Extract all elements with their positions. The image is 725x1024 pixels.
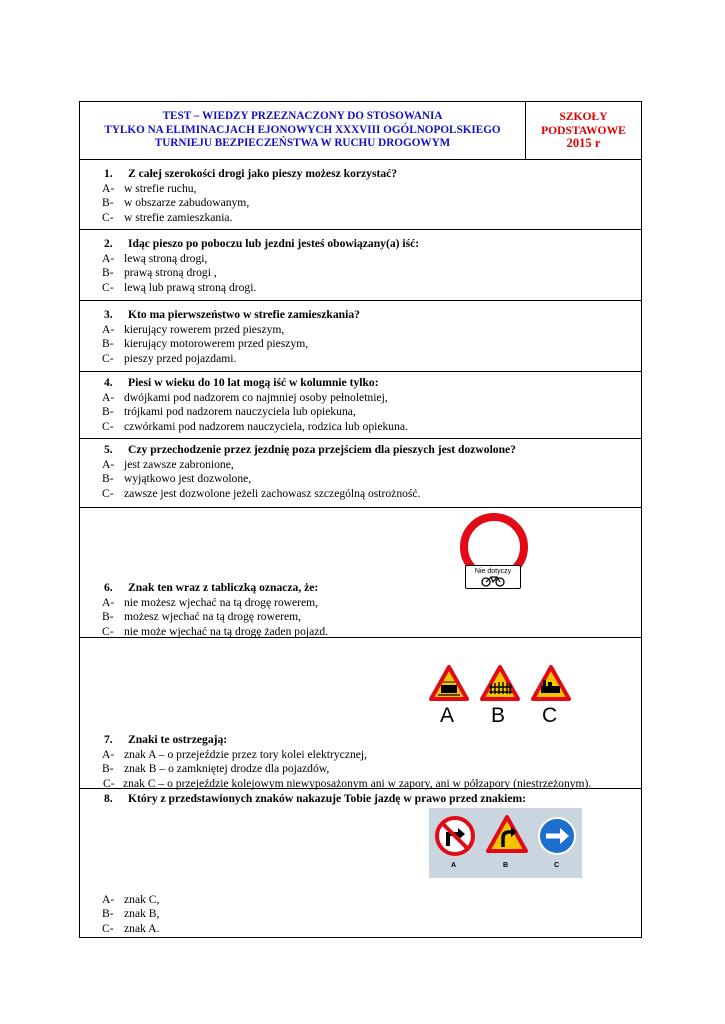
option-letter: C- <box>102 624 114 638</box>
sign-label: C <box>554 862 560 869</box>
option-text: znak C – o przejeździe kolejowym niewyposażonym ani w zapory, ani w półzapory (niestrzeżonym). <box>123 776 592 790</box>
answer-option[interactable] <box>102 610 641 625</box>
title-line: TEST – WIEDZY PRZEZNACZONY DO STOSOWANIA <box>162 110 443 122</box>
question-label: Który z przedstawionych znaków nakazuje Tobie jazdę w prawo przed znakiem: <box>128 792 527 805</box>
sign-label: A <box>440 704 455 727</box>
barrier-crossing-sign <box>479 664 521 702</box>
question-number: 6. <box>104 581 113 594</box>
test-title <box>80 102 526 159</box>
question-number: 2. <box>104 237 113 250</box>
option-letter: C- <box>102 210 114 224</box>
option-letter: C- <box>102 419 114 433</box>
question-number: 4. <box>104 376 113 389</box>
question-1 <box>80 160 641 230</box>
question-label: Czy przechodzenie przez jezdnię poza przejściem dla pieszych jest dozwolone? <box>128 443 516 456</box>
option-text: kierujący motorowerem przed pieszym, <box>124 337 309 350</box>
option-text: możesz wjechać na tą drogę rowerem, <box>124 610 302 623</box>
answer-option[interactable] <box>102 323 641 338</box>
answer-option[interactable] <box>102 211 641 226</box>
school-line: 2015 r <box>566 136 601 151</box>
option-letter: C- <box>103 776 115 790</box>
answer-option[interactable] <box>102 907 641 922</box>
option-letter: A- <box>102 457 115 471</box>
option-letter: C- <box>102 486 114 500</box>
school-line: SZKOŁY <box>559 110 608 123</box>
option-letter: B- <box>102 266 114 279</box>
question-text <box>104 792 641 807</box>
option-letter: B- <box>102 337 114 350</box>
option-text: kierujący rowerem przed pieszym, <box>124 322 285 336</box>
question-text <box>104 308 641 323</box>
tram-crossing-sign <box>428 664 470 702</box>
option-letter: B- <box>102 762 114 775</box>
option-text: jest zawsze zabronione, <box>124 457 234 471</box>
option-letter: C- <box>102 351 114 365</box>
answer-option[interactable] <box>102 893 641 908</box>
option-text: znak A – o przejeździe przez tory kolei elektrycznej, <box>124 747 368 761</box>
option-letter: B- <box>102 907 114 920</box>
option-letter: A- <box>102 747 115 761</box>
title-line: TYLKO NA ELIMINACJACH EJONOWYCH XXXVIII OGÓLNOPOLSKIEGO <box>104 123 501 136</box>
question-4 <box>80 372 641 439</box>
answer-option[interactable] <box>102 352 641 367</box>
question-label: Kto ma pierwszeństwo w strefie zamieszkania? <box>128 308 360 321</box>
answer-option[interactable] <box>102 266 641 281</box>
question-number: 1. <box>104 167 113 180</box>
option-letter: B- <box>102 196 114 209</box>
option-text: znak A. <box>124 921 160 935</box>
option-text: trójkami pod nadzorem nauczyciela lub opiekuna, <box>124 405 356 418</box>
option-text: pieszy przed pojazdami. <box>124 351 237 365</box>
sign-label: A <box>451 862 457 869</box>
question-label: Znak ten wraz z tabliczką oznacza, że: <box>128 581 319 594</box>
option-text: czwórkami pod nadzorem nauczyciela, rodzica lub opiekuna. <box>124 419 408 433</box>
answer-option[interactable] <box>102 625 641 640</box>
option-letter: A- <box>102 390 115 404</box>
option-letter: A- <box>102 322 115 336</box>
question-text <box>104 733 641 748</box>
option-letter: A- <box>102 892 115 906</box>
answer-option[interactable] <box>102 182 641 197</box>
exception-plate <box>465 565 521 589</box>
option-text: prawą stroną drogi , <box>124 266 217 279</box>
option-text: w strefie ruchu, <box>124 181 197 195</box>
question-8 <box>80 789 641 937</box>
question-label: Piesi w wieku do 10 lat mogą iść w kolumnie tylko: <box>128 376 379 389</box>
question-text <box>104 581 641 596</box>
option-letter: C- <box>102 280 114 294</box>
title-line: TURNIEJU BEZPIECZEŃSTWA W RUCHU DROGOWYM <box>154 137 451 150</box>
option-text: lewą lub prawą stroną drogi. <box>124 280 257 294</box>
answer-option[interactable] <box>102 420 641 435</box>
turn-right-mandatory-sign <box>536 815 578 857</box>
sign-label: C <box>542 704 558 727</box>
question-text <box>104 376 641 391</box>
question-2 <box>80 230 641 301</box>
option-text: wyjątkowo jest dozwolone, <box>124 472 252 485</box>
answer-option[interactable] <box>102 762 641 777</box>
answer-option[interactable] <box>102 196 641 211</box>
question-5 <box>80 439 641 508</box>
answer-option[interactable] <box>102 391 641 406</box>
question-label: Z całej szerokości drogi jako pieszy możesz korzystać? <box>128 167 398 180</box>
plate-text: Nie dotyczy <box>474 568 512 575</box>
option-letter: A- <box>102 595 115 609</box>
bicycle-icon <box>480 576 506 587</box>
question-text <box>104 443 641 458</box>
question-text <box>104 167 641 182</box>
sign-label: B <box>491 704 506 727</box>
answer-option[interactable] <box>102 748 641 763</box>
question-6 <box>80 508 641 638</box>
sign-label: B <box>503 862 509 869</box>
option-letter: B- <box>102 405 114 418</box>
question-label: Idąc pieszo po poboczu lub jezdni jesteś obowiązany(a) iść: <box>128 237 420 250</box>
header <box>80 102 641 160</box>
option-text: nie możesz wjechać na tą drogę rowerem, <box>124 595 319 609</box>
question-label: Znaki te ostrzegają: <box>128 733 228 746</box>
school-line: PODSTAWOWE <box>541 123 626 137</box>
option-letter: A- <box>102 181 115 195</box>
question-7 <box>80 638 641 789</box>
option-text: znak B, <box>124 907 160 920</box>
answer-option[interactable] <box>102 405 641 420</box>
answer-option[interactable] <box>102 596 641 611</box>
option-letter: C- <box>102 921 114 935</box>
answer-option[interactable] <box>102 458 641 473</box>
no-right-turn-sign <box>434 815 476 857</box>
option-letter: B- <box>102 472 114 485</box>
answer-option[interactable] <box>102 252 641 267</box>
school-level <box>526 102 641 159</box>
answer-option[interactable] <box>102 281 641 296</box>
right-bend-warning-sign <box>485 814 529 854</box>
answer-option[interactable] <box>102 472 641 487</box>
question-text <box>104 237 641 252</box>
option-text: zawsze jest dozwolone jeżeli zachowasz szczególną ostrożność. <box>124 486 421 500</box>
option-text: lewą stroną drogi, <box>124 251 208 265</box>
option-text: znak C, <box>124 892 160 906</box>
option-text: w obszarze zabudowanym, <box>124 196 250 209</box>
train-crossing-sign <box>530 664 572 702</box>
question-number: 8. <box>104 792 113 805</box>
option-letter: A- <box>102 251 115 265</box>
answer-option[interactable] <box>102 337 641 352</box>
test-sheet <box>79 101 642 938</box>
answer-option[interactable] <box>102 922 641 937</box>
question-number: 5. <box>104 443 113 456</box>
answer-option[interactable] <box>102 487 641 502</box>
signs-panel <box>429 808 582 878</box>
option-text: nie może wjechać na tą drogę żaden pojazd. <box>124 624 329 638</box>
question-number: 7. <box>104 733 113 746</box>
option-text: dwójkami pod nadzorem co najmniej osoby pełnoletniej, <box>124 390 388 404</box>
option-text: w strefie zamieszkania. <box>124 210 233 224</box>
question-3 <box>80 301 641 372</box>
option-letter: B- <box>102 610 114 623</box>
question-number: 3. <box>104 308 113 321</box>
option-text: znak B – o zamkniętej drodze dla pojazdów, <box>124 762 330 775</box>
